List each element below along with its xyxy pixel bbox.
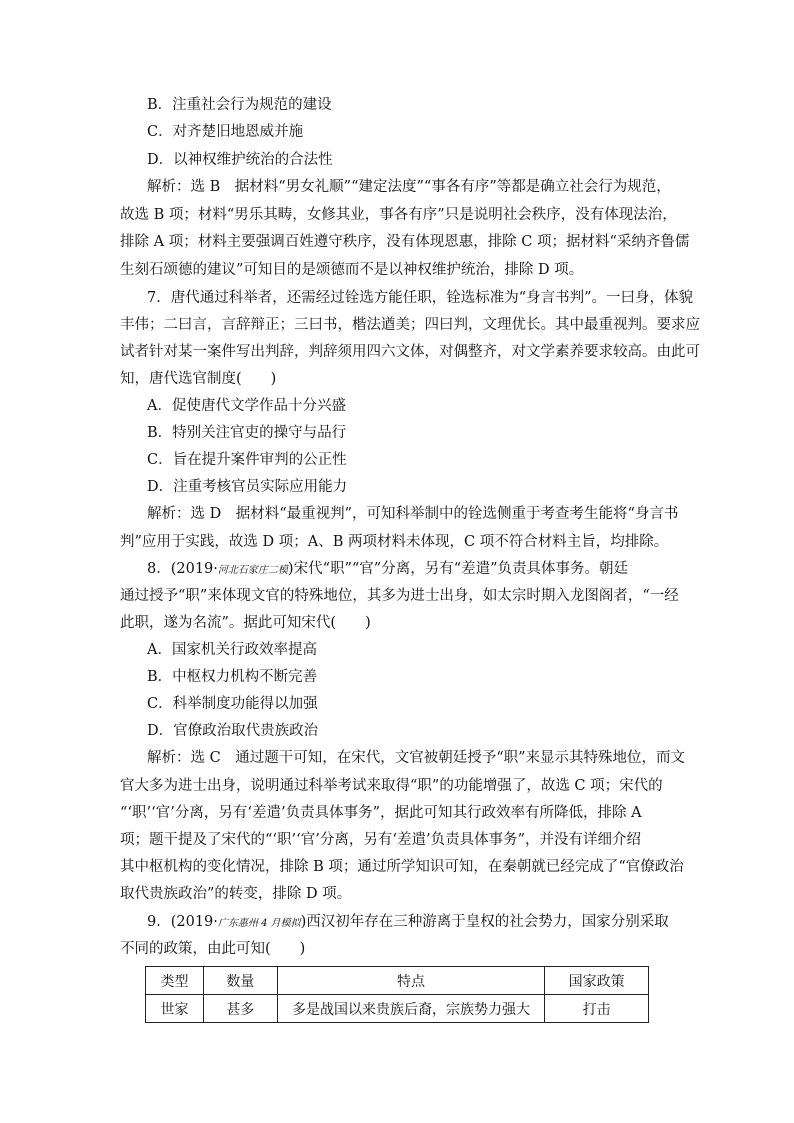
q9-stem-first-line [147,912,669,934]
q7-option-c: C．旨在提升案件审判的公正性 [147,452,347,468]
q8-analysis-line: 官大多为进士出身，说明通过科举考试来取得“职”的功能增强了，故选 C 项；宋代的 [120,778,663,794]
table-header-cell: 国家政策 [545,967,649,995]
q8-analysis-line: 解析：选 C 通过题干可知，在宋代，文官被朝廷授予“职”来显示其特殊地位，而文 [147,750,686,766]
q7-stem-line: 知，唐代选官制度( ) [120,371,277,387]
q6-analysis-line: 故选 B 项；材料“男乐其畴，女修其业，事各有序”只是说明社会秩序，没有体现法治， [120,207,677,223]
table-row [146,995,649,1023]
q9-source: 广东惠州 4 月模拟 [217,918,301,929]
q8-option-a: A．国家机关行政效率提高 [147,642,317,658]
q8-analysis-line: 其中枢机构的变化情况，排除 B 项；通过所学知识可知，在秦朝就已经完成了“官僚政治 [120,859,684,875]
q8-number: 8．(2019· [147,561,218,577]
q8-stem-line: 通过授予“职”来体现文官的特殊地位，其多为进士出身，如太宗时期入龙图阁者，“一经 [120,588,679,604]
q7-analysis-line: 解析：选 D 据材料“最重视判”，可知科举制中的铨选侧重于考查考生能将“身言书 [147,506,679,522]
table-cell: 甚多 [203,995,277,1023]
table-cell: 打击 [545,995,649,1023]
table-header-cell: 数量 [203,967,277,995]
q8-analysis-line: 取代贵族政治”的转变，排除 D 项。 [120,886,352,902]
table-header-row [146,967,649,995]
q8-stem-text: )宋代“职”“官”分离，另有“差遣”负责具体事务。朝廷 [287,561,629,577]
q6-analysis-line: 解析：选 B 据材料“男女礼顺”“建定法度”“事各有序”等都是确立社会行为规范， [147,179,671,195]
table-header-cell: 类型 [146,967,204,995]
q6-analysis-line: 排除 A 项；材料主要强调百姓遵守秩序，没有体现恩惠，排除 C 项；据材料“采纳齐鲁儒 [120,234,690,250]
q8-analysis-line: “‘职’‘官’分离，另有‘差遣’负责具体事务”，据此可知其行政效率有所降低，排除 A [120,805,642,821]
q8-option-d: D．官僚政治取代贵族政治 [147,723,319,739]
q7-option-d: D．注重考核官员实际应用能力 [147,479,348,495]
q6-option-d: D．以神权维护统治的合法性 [147,152,333,168]
q7-stem-line: 7．唐代通过科举者，还需经过铨选方能任职，铨选标准为“身言书判”。一曰身，体貌 [147,290,694,306]
q6-option-c: C．对齐楚旧地恩威并施 [147,124,304,140]
q8-analysis-line: 项；题干提及了宋代的“‘职’‘官’分离，另有‘差遣’负责具体事务”，并没有详细介绍 [120,832,641,848]
q9-stem-text: )西汉初年存在三种游离于皇权的社会势力，国家分别采取 [300,914,669,930]
q6-option-b: B．注重社会行为规范的建设 [147,97,332,113]
q8-stem-first-line [147,559,628,581]
q9-number: 9．(2019· [147,914,218,930]
q8-stem-line: 此职，遂为名流”。据此可知宋代( ) [120,615,371,631]
table-cell: 多是战国以来贵族后裔，宗族势力强大 [277,995,544,1023]
q7-stem-line: 试者针对某一案件写出判辞，判辞须用四六文体，对偶整齐，对文学素养要求较高。由此可 [120,344,700,360]
table-cell: 世家 [146,995,204,1023]
q7-stem-line: 丰伟；二曰言，言辞辩正；三曰书，楷法遒美；四曰判，文理优长。其中最重视判。要求应 [120,317,700,333]
q7-option-a: A．促使唐代文学作品十分兴盛 [147,398,346,414]
table-header-cell: 特点 [277,967,544,995]
q6-analysis-line: 生刻石颂德的建议”可知目的是颂德而不是以神权维护统治，排除 D 项。 [120,262,584,278]
q8-source: 河北石家庄二模 [217,565,288,576]
q8-option-b: B．中枢权力机构不断完善 [147,669,318,685]
q7-analysis-line: 判”应用于实践，故选 D 项；A、B 两项材料未体现，C 项不符合材料主旨，均排除。 [120,534,669,550]
q8-option-c: C．科举制度功能得以加强 [147,696,318,712]
q9-table [145,966,649,1023]
q7-option-b: B．特别关注官吏的操守与品行 [147,425,347,441]
q9-stem-line: 不同的政策，由此可知( ) [120,941,306,957]
